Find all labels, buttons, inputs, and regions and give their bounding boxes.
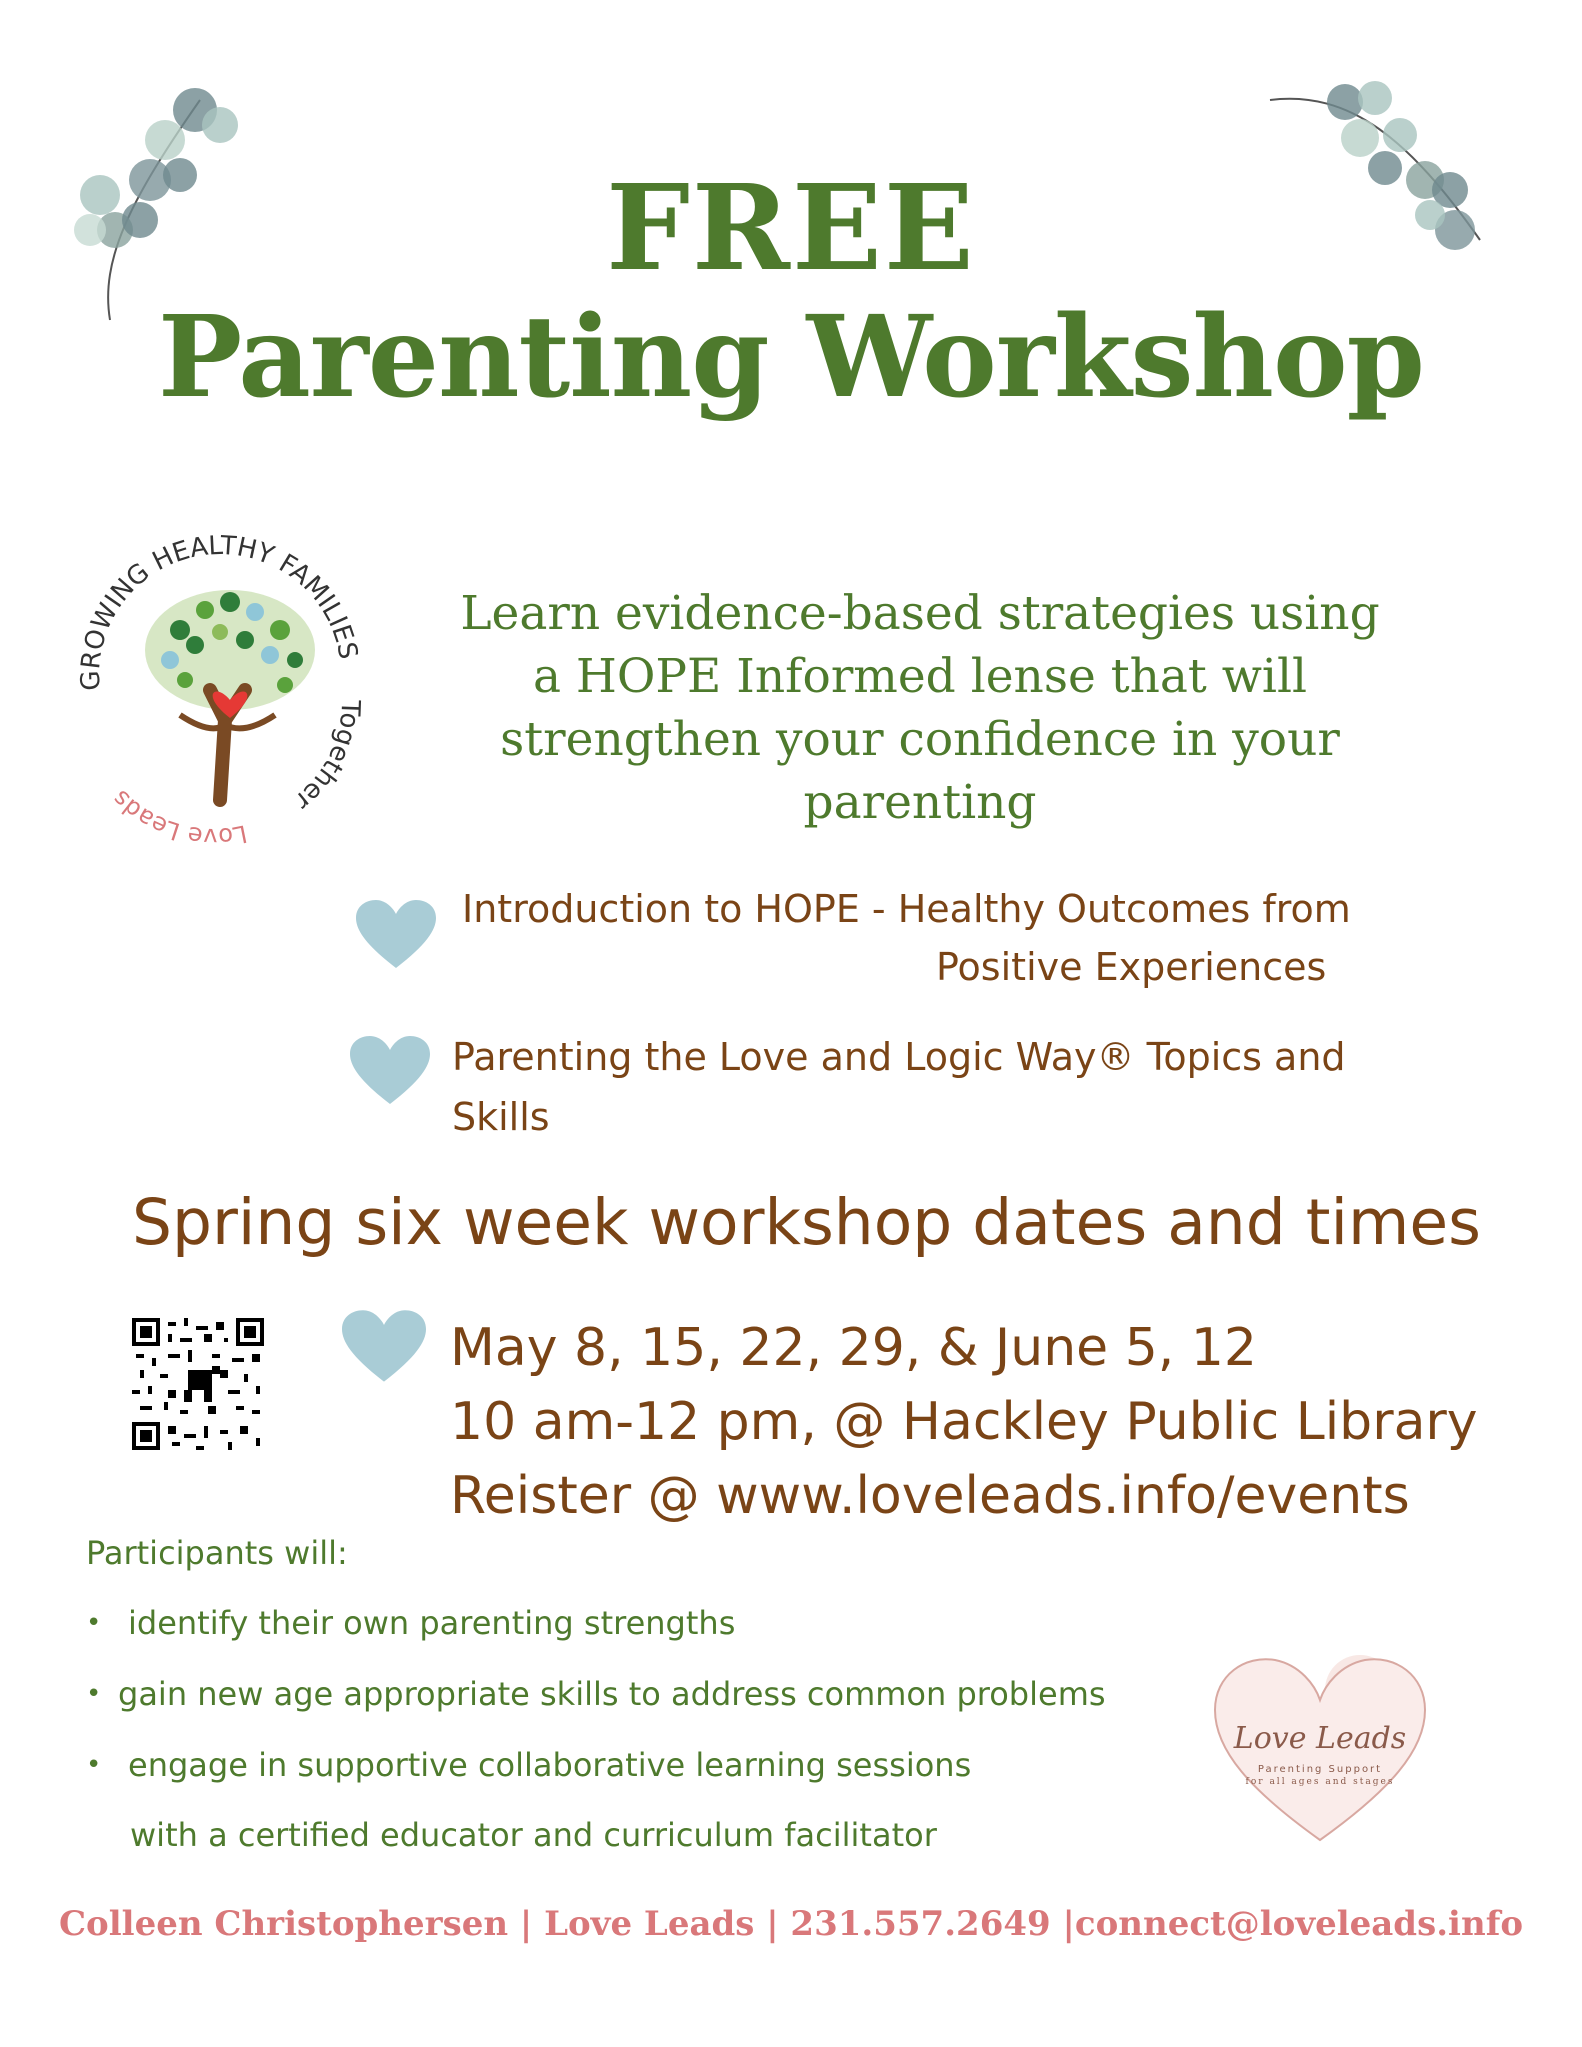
qr-code-icon[interactable]	[132, 1318, 264, 1450]
love-leads-name: Love Leads	[1233, 1721, 1407, 1756]
bullet-dot: •	[86, 1750, 102, 1780]
heart-icon	[342, 1310, 426, 1384]
intro-line: a HOPE Informed lense that will	[532, 649, 1308, 704]
bullet-dot: •	[86, 1608, 102, 1638]
intro-text	[420, 582, 1420, 834]
growing-healthy-families-logo	[60, 520, 380, 852]
page-title: Parenting Workshop	[158, 292, 1424, 423]
intro-line: Learn evidence-based strategies using	[460, 586, 1380, 641]
tree-canopy-icon	[145, 590, 315, 710]
logo-arc-right: Together	[288, 699, 366, 816]
schedule-dates: May 8, 15, 22, 29, & June 5, 12	[450, 1318, 1258, 1378]
svg-text:Love Leads	[107, 785, 250, 852]
participants-heading: Participants will:	[86, 1534, 348, 1572]
contact-footer: Colleen Christophersen | Love Leads | 231.557.2649 |connect@loveleads.info	[59, 1904, 1523, 1944]
schedule-time-place: 10 am-12 pm, @ Hackley Public Library	[450, 1392, 1478, 1452]
love-leads-tagline2: for all ages and stages	[1245, 1777, 1395, 1787]
topic-hope-line1: Introduction to HOPE - Healthy Outcomes from	[462, 887, 1351, 931]
logo-arc-bottom: Love Leads	[106, 784, 250, 852]
svg-text:Together	[289, 699, 366, 816]
participant-item: engage in supportive collaborative learning sessions	[128, 1746, 972, 1784]
schedule-heading: Spring six week workshop dates and times	[132, 1186, 1481, 1259]
participant-item-continued: with a certified educator and curriculum facilitator	[130, 1816, 937, 1854]
logo-arc-top: GROWING HEALTHY FAMILIES	[75, 530, 363, 692]
topic-hope-line2: Positive Experiences	[936, 945, 1327, 989]
title-free: FREE	[606, 158, 976, 297]
bullet-dot: •	[86, 1679, 102, 1709]
topic-love-logic-line1: Parenting the Love and Logic Way® Topics and	[452, 1035, 1346, 1079]
love-leads-logo	[1210, 1650, 1430, 1850]
participant-item: gain new age appropriate skills to address common problems	[118, 1675, 1106, 1713]
participant-item: identify their own parenting strengths	[128, 1604, 736, 1642]
intro-line: strengthen your confidence in your	[500, 712, 1340, 767]
love-leads-tagline1: Parenting Support	[1257, 1764, 1383, 1775]
heart-icon	[350, 1036, 430, 1106]
topic-love-logic-line2: Skills	[452, 1095, 550, 1139]
heart-icon	[356, 900, 436, 970]
intro-line: parenting	[803, 775, 1037, 830]
schedule-register[interactable]: Reister @ www.loveleads.info/events	[450, 1466, 1410, 1526]
